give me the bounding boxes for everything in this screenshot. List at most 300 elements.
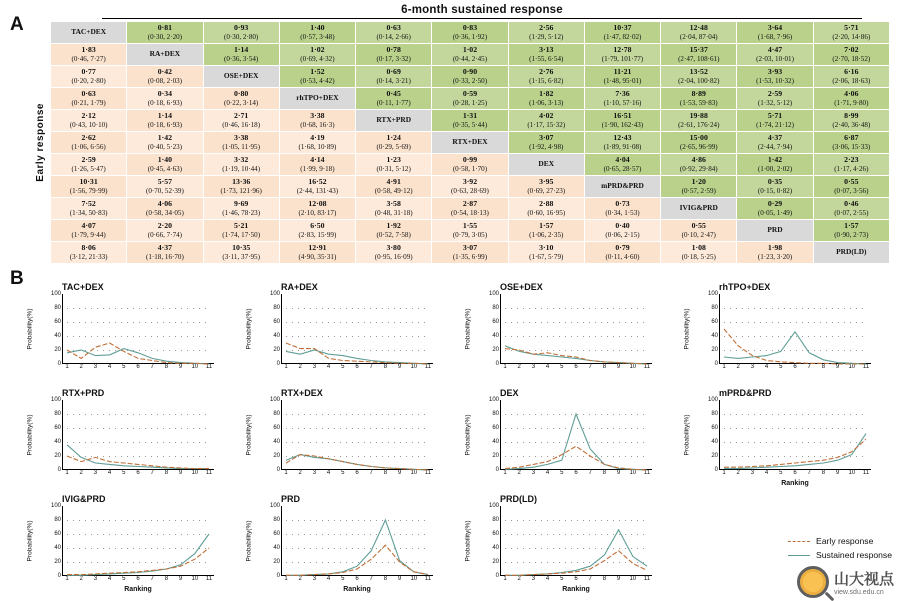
x-axis-label: Ranking — [781, 480, 809, 487]
league-cell: 1·42 (0·40, 5·23) — [127, 132, 203, 154]
y-tick: 0 — [276, 573, 280, 579]
league-cell: 2·56 (1·29, 5·12) — [508, 22, 584, 44]
rankogram-rtx-dex — [245, 388, 456, 492]
y-tick: 80 — [54, 305, 61, 311]
x-tick: 3 — [750, 364, 755, 370]
x-tick: 3 — [93, 576, 98, 582]
y-tick: 20 — [492, 559, 499, 565]
series-lines — [63, 506, 215, 576]
league-cell: 0·90 (0·33, 2·50) — [432, 66, 508, 88]
y-tick: 80 — [492, 305, 499, 311]
league-cell: 10·37 (1·47, 82·02) — [584, 22, 660, 44]
chart-title: RA+DEX — [281, 282, 318, 292]
table-row — [51, 198, 890, 220]
league-cell: 0·69 (0·14, 3·21) — [356, 66, 432, 88]
x-tick: 10 — [848, 470, 856, 476]
league-cell: 1·14 (0·18, 6·93) — [127, 110, 203, 132]
x-tick: 5 — [560, 470, 564, 476]
league-diagonal-5: RTX+PRD — [356, 110, 432, 132]
league-cell: 1·31 (0·35, 5·44) — [432, 110, 508, 132]
y-tick: 40 — [492, 545, 499, 551]
x-tick: 8 — [821, 364, 826, 370]
x-tick: 8 — [383, 576, 388, 582]
x-tick: 11 — [643, 470, 651, 476]
x-tick: 5 — [341, 364, 345, 370]
x-tick: 2 — [517, 364, 521, 370]
league-cell: 4·37 (1·18, 16·70) — [127, 242, 203, 264]
x-tick: 9 — [835, 364, 840, 370]
y-tick: 100 — [269, 503, 280, 509]
x-tick: 6 — [136, 470, 140, 476]
league-cell: 2·62 (1·06, 6·56) — [51, 132, 127, 154]
x-tick: 8 — [821, 470, 826, 476]
league-cell: 2·76 (1·15, 6·82) — [508, 66, 584, 88]
x-tick: 7 — [588, 576, 592, 582]
x-tick: 2 — [298, 364, 302, 370]
league-cell: 13·36 (1·73, 121·96) — [203, 176, 279, 198]
y-tick: 80 — [273, 517, 280, 523]
league-cell: 8·89 (1·53, 59·83) — [661, 88, 737, 110]
league-cell: 3·64 (1·68, 7·96) — [737, 22, 813, 44]
league-diagonal-3: OSE+DEX — [203, 66, 279, 88]
y-tick: 20 — [273, 453, 280, 459]
league-cell: 2·71 (0·46, 16·18) — [203, 110, 279, 132]
league-cell: 0·63 (0·14, 2·66) — [356, 22, 432, 44]
series-lines — [282, 400, 434, 470]
y-tick: 80 — [273, 305, 280, 311]
panel-b-rankograms — [26, 282, 900, 598]
x-tick: 7 — [588, 364, 592, 370]
x-tick: 10 — [191, 364, 199, 370]
x-tick: 10 — [191, 576, 199, 582]
y-tick: 80 — [711, 411, 718, 417]
league-cell: 1·08 (0·18, 5·25) — [661, 242, 737, 264]
y-tick: 0 — [495, 573, 499, 579]
rankogram-dex — [464, 388, 675, 492]
y-axis-label: Probability(%) — [26, 520, 34, 562]
league-cell: 7·02 (2·70, 18·52) — [813, 44, 889, 66]
x-tick: 3 — [531, 576, 536, 582]
x-tick: 3 — [531, 364, 536, 370]
x-tick: 5 — [779, 364, 783, 370]
x-tick: 5 — [341, 470, 345, 476]
league-cell: 2·59 (1·32, 5·12) — [737, 88, 813, 110]
league-cell: 4·86 (0·92, 29·84) — [661, 154, 737, 176]
league-cell: 4·47 (2·03, 10·01) — [737, 44, 813, 66]
y-tick: 100 — [269, 291, 280, 297]
league-cell: 1·98 (1·23, 3·20) — [737, 242, 813, 264]
league-cell: 4·19 (1·68, 10·89) — [279, 132, 355, 154]
y-tick: 0 — [714, 361, 718, 367]
y-tick: 80 — [54, 411, 61, 417]
y-tick: 100 — [50, 397, 61, 403]
x-tick: 11 — [862, 364, 870, 370]
x-tick: 10 — [629, 576, 637, 582]
x-tick: 4 — [545, 364, 550, 370]
x-tick: 4 — [326, 470, 331, 476]
league-cell: 0·99 (0·58, 1·70) — [432, 154, 508, 176]
rankogram-ra-dex — [245, 282, 456, 386]
x-tick: 1 — [65, 576, 69, 582]
y-tick: 20 — [492, 347, 499, 353]
y-tick: 60 — [54, 319, 61, 325]
league-cell: 12·78 (1·79, 101·77) — [584, 44, 660, 66]
league-cell: 3·92 (0·63, 28·69) — [432, 176, 508, 198]
y-tick: 20 — [54, 347, 61, 353]
y-tick: 40 — [273, 545, 280, 551]
x-tick: 11 — [205, 576, 213, 582]
league-cell: 8·06 (3·12, 21·33) — [51, 242, 127, 264]
league-cell: 11·21 (1·48, 95·01) — [584, 66, 660, 88]
league-diagonal-10: PRD — [737, 220, 813, 242]
x-tick: 7 — [369, 470, 373, 476]
league-cell: 1·57 (1·06, 2·35) — [508, 220, 584, 242]
y-axis-label: Probability(%) — [245, 308, 253, 350]
y-axis-label: Probability(%) — [464, 414, 472, 456]
x-tick: 6 — [574, 576, 578, 582]
league-cell: 10·31 (1·56, 79·99) — [51, 176, 127, 198]
x-tick: 10 — [191, 470, 199, 476]
y-tick: 80 — [711, 305, 718, 311]
series-lines — [282, 294, 434, 364]
x-tick: 3 — [93, 364, 98, 370]
table-row — [51, 154, 890, 176]
y-tick: 60 — [711, 319, 718, 325]
x-tick: 7 — [369, 364, 373, 370]
y-tick: 100 — [488, 291, 499, 297]
league-cell: 1·14 (0·36, 3·54) — [203, 44, 279, 66]
y-axis-label: Probability(%) — [683, 308, 691, 350]
y-tick: 40 — [273, 333, 280, 339]
x-tick: 6 — [136, 576, 140, 582]
x-tick: 11 — [424, 576, 432, 582]
league-cell: 15·00 (2·65, 96·99) — [661, 132, 737, 154]
league-cell: 0·73 (0·34, 1·53) — [584, 198, 660, 220]
y-axis-label: Probability(%) — [464, 520, 472, 562]
legend-label: Sustained response — [816, 550, 892, 560]
y-tick: 40 — [711, 439, 718, 445]
x-tick: 5 — [560, 576, 564, 582]
x-tick: 4 — [107, 576, 112, 582]
x-tick: 1 — [722, 364, 726, 370]
league-diagonal-9: IVIG&PRD — [661, 198, 737, 220]
y-tick: 60 — [492, 531, 499, 537]
league-cell: 1·52 (0·53, 4·42) — [279, 66, 355, 88]
y-tick: 40 — [711, 333, 718, 339]
league-cell: 12·08 (2·10, 83·17) — [279, 198, 355, 220]
y-tick: 80 — [54, 517, 61, 523]
x-tick: 1 — [284, 364, 288, 370]
x-tick: 8 — [602, 364, 607, 370]
y-axis-label: Probability(%) — [245, 520, 253, 562]
league-cell: 0·80 (0·22, 3·14) — [203, 88, 279, 110]
x-tick: 9 — [397, 470, 402, 476]
y-tick: 40 — [54, 545, 61, 551]
x-tick: 2 — [79, 470, 83, 476]
x-tick: 9 — [616, 364, 621, 370]
league-cell: 0·63 (0·21, 1·79) — [51, 88, 127, 110]
chart-title: RTX+PRD — [62, 388, 105, 398]
x-tick: 11 — [862, 470, 870, 476]
x-tick: 3 — [750, 470, 755, 476]
league-cell: 7·52 (1·34, 50·83) — [51, 198, 127, 220]
y-tick: 80 — [492, 411, 499, 417]
chart-title: RTX+DEX — [281, 388, 323, 398]
league-cell: 16·51 (1·90, 162·43) — [584, 110, 660, 132]
x-tick: 4 — [764, 364, 769, 370]
league-cell: 8·99 (2·40, 36·48) — [813, 110, 889, 132]
y-tick: 100 — [50, 291, 61, 297]
league-cell: 0·45 (0·11, 1·77) — [356, 88, 432, 110]
league-cell: 1·24 (0·29, 5·69) — [356, 132, 432, 154]
x-tick: 1 — [65, 470, 69, 476]
league-diagonal-4: rhTPO+DEX — [279, 88, 355, 110]
league-cell: 1·40 (0·45, 4·63) — [127, 154, 203, 176]
y-tick: 80 — [492, 517, 499, 523]
league-cell: 4·37 (2·44, 7·94) — [737, 132, 813, 154]
league-cell: 6·50 (2·83, 15·99) — [279, 220, 355, 242]
x-tick: 7 — [150, 576, 154, 582]
legend-item — [788, 550, 892, 560]
series-lines — [501, 400, 653, 470]
x-tick: 1 — [284, 576, 288, 582]
x-tick: 9 — [616, 576, 621, 582]
league-cell: 10·35 (3·11, 37·95) — [203, 242, 279, 264]
league-cell: 0·93 (0·30, 2·80) — [203, 22, 279, 44]
series-lines — [63, 294, 215, 364]
x-tick: 11 — [643, 364, 651, 370]
y-tick: 60 — [54, 425, 61, 431]
league-cell: 19·88 (2·61, 176·24) — [661, 110, 737, 132]
league-cell: 0·46 (0·07, 2·55) — [813, 198, 889, 220]
x-tick: 7 — [807, 364, 811, 370]
x-tick: 8 — [164, 364, 169, 370]
x-tick: 7 — [588, 470, 592, 476]
x-tick: 2 — [736, 364, 740, 370]
x-tick: 9 — [835, 470, 840, 476]
y-tick: 60 — [273, 425, 280, 431]
x-tick: 11 — [205, 470, 213, 476]
league-cell: 4·04 (0·65, 28·57) — [584, 154, 660, 176]
y-tick: 60 — [273, 319, 280, 325]
x-axis-label: Ranking — [124, 586, 152, 593]
rankogram-rhtpo-dex — [683, 282, 894, 386]
table-row — [51, 22, 890, 44]
rankogram-tac-dex — [26, 282, 237, 386]
x-tick: 5 — [122, 470, 126, 476]
y-axis-label: Probability(%) — [26, 308, 34, 350]
x-tick: 2 — [517, 576, 521, 582]
x-tick: 1 — [503, 470, 507, 476]
x-tick: 3 — [312, 576, 317, 582]
league-cell: 0·55 (0·07, 3·56) — [813, 176, 889, 198]
league-cell: 4·06 (0·58, 34·05) — [127, 198, 203, 220]
x-tick: 9 — [616, 470, 621, 476]
x-tick: 6 — [574, 364, 578, 370]
league-cell: 0·29 (0·05, 1·49) — [737, 198, 813, 220]
y-tick: 20 — [273, 559, 280, 565]
league-cell: 0·81 (0·30, 2·20) — [127, 22, 203, 44]
plot-area — [50, 503, 214, 582]
series-lines — [282, 506, 434, 576]
x-tick: 4 — [764, 470, 769, 476]
x-tick: 5 — [560, 364, 564, 370]
plot-area — [269, 503, 433, 582]
x-tick: 2 — [298, 576, 302, 582]
league-cell: 2·59 (1·26, 5·47) — [51, 154, 127, 176]
league-diagonal-7: DEX — [508, 154, 584, 176]
x-tick: 7 — [369, 576, 373, 582]
y-tick: 0 — [276, 467, 280, 473]
x-axis-label: Ranking — [562, 586, 590, 593]
league-cell: 3·07 (1·92, 4·98) — [508, 132, 584, 154]
y-tick: 40 — [492, 439, 499, 445]
panel-b-letter: B — [10, 268, 24, 289]
x-tick: 3 — [531, 470, 536, 476]
x-tick: 4 — [107, 364, 112, 370]
x-tick: 2 — [517, 470, 521, 476]
table-row — [51, 176, 890, 198]
x-tick: 2 — [736, 470, 740, 476]
league-cell: 1·42 (1·00, 2·02) — [737, 154, 813, 176]
league-cell: 0·83 (0·36, 1·92) — [432, 22, 508, 44]
league-cell: 0·42 (0·08, 2·03) — [127, 66, 203, 88]
y-tick: 20 — [273, 347, 280, 353]
x-tick: 8 — [164, 470, 169, 476]
x-tick: 4 — [545, 470, 550, 476]
x-tick: 1 — [503, 364, 507, 370]
x-tick: 4 — [326, 364, 331, 370]
x-tick: 6 — [793, 364, 797, 370]
x-tick: 6 — [793, 470, 797, 476]
y-tick: 60 — [492, 425, 499, 431]
x-tick: 7 — [807, 470, 811, 476]
series-lines — [63, 400, 215, 470]
league-cell: 6·87 (3·06, 15·33) — [813, 132, 889, 154]
table-row — [51, 44, 890, 66]
league-cell: 3·10 (1·67, 5·79) — [508, 242, 584, 264]
x-tick: 4 — [107, 470, 112, 476]
x-tick: 3 — [312, 364, 317, 370]
y-tick: 60 — [711, 425, 718, 431]
league-cell: 1·23 (0·31, 5·12) — [356, 154, 432, 176]
x-tick: 6 — [355, 576, 359, 582]
x-tick: 11 — [643, 576, 651, 582]
x-tick: 4 — [545, 576, 550, 582]
y-tick: 40 — [273, 439, 280, 445]
league-cell: 4·06 (1·71, 9·80) — [813, 88, 889, 110]
chart-title: mPRD&PRD — [719, 388, 772, 398]
y-tick: 100 — [488, 397, 499, 403]
league-cell: 5·57 (0·70, 52·39) — [127, 176, 203, 198]
x-tick: 1 — [284, 470, 288, 476]
y-tick: 40 — [492, 333, 499, 339]
league-cell: 4·91 (0·58, 49·12) — [356, 176, 432, 198]
x-tick: 6 — [355, 364, 359, 370]
league-cell: 0·59 (0·28, 1·25) — [432, 88, 508, 110]
rankogram-prd-ld- — [464, 494, 675, 598]
plot-area — [488, 503, 652, 582]
league-cell: 3·95 (0·69, 27·23) — [508, 176, 584, 198]
league-cell: 5·71 (2·20, 14·86) — [813, 22, 889, 44]
y-tick: 40 — [54, 439, 61, 445]
league-cell: 1·57 (0·90, 2·73) — [813, 220, 889, 242]
league-cell: 1·02 (0·44, 2·45) — [432, 44, 508, 66]
league-cell: 2·12 (0·43, 10·10) — [51, 110, 127, 132]
x-tick: 11 — [205, 364, 213, 370]
y-tick: 40 — [54, 333, 61, 339]
y-tick: 0 — [276, 361, 280, 367]
x-tick: 10 — [410, 470, 418, 476]
league-cell: 2·88 (0·60, 16·95) — [508, 198, 584, 220]
y-tick: 0 — [57, 573, 61, 579]
x-tick: 5 — [122, 576, 126, 582]
y-tick: 20 — [711, 453, 718, 459]
x-tick: 5 — [341, 576, 345, 582]
league-cell: 13·52 (2·04, 100·82) — [661, 66, 737, 88]
league-cell: 1·82 (1·06, 3·13) — [508, 88, 584, 110]
x-tick: 1 — [722, 470, 726, 476]
panel-a-letter: A — [10, 14, 24, 35]
league-cell: 3·32 (1·19, 10·44) — [203, 154, 279, 176]
league-cell: 1·83 (0·46, 7·27) — [51, 44, 127, 66]
rankogram-rtx-prd — [26, 388, 237, 492]
y-tick: 20 — [492, 453, 499, 459]
legend-swatch — [788, 541, 810, 542]
x-tick: 9 — [178, 576, 183, 582]
league-cell: 1·55 (0·79, 3·05) — [432, 220, 508, 242]
league-cell: 9·69 (1·46, 78·23) — [203, 198, 279, 220]
league-cell: 0·79 (0·11, 4·60) — [584, 242, 660, 264]
x-tick: 8 — [383, 364, 388, 370]
y-tick: 20 — [711, 347, 718, 353]
x-tick: 3 — [93, 470, 98, 476]
series-lines — [720, 400, 872, 470]
y-tick: 100 — [488, 503, 499, 509]
league-cell: 0·77 (0·20, 2·80) — [51, 66, 127, 88]
table-row — [51, 110, 890, 132]
league-diagonal-6: RTX+DEX — [432, 132, 508, 154]
league-cell: 5·21 (1·74, 17·50) — [203, 220, 279, 242]
chart-title: rhTPO+DEX — [719, 282, 771, 292]
x-tick: 6 — [136, 364, 140, 370]
x-axis-label: Ranking — [343, 586, 371, 593]
y-tick: 0 — [714, 467, 718, 473]
y-tick: 100 — [707, 397, 718, 403]
league-cell: 16·52 (2·44, 131·43) — [279, 176, 355, 198]
league-cell: 3·93 (1·53, 10·32) — [737, 66, 813, 88]
x-tick: 10 — [410, 576, 418, 582]
league-cell: 7·36 (1·10, 57·16) — [584, 88, 660, 110]
league-cell: 3·38 (0·68, 16·3) — [279, 110, 355, 132]
x-tick: 10 — [629, 470, 637, 476]
league-table-title: 6-month sustained response — [102, 4, 862, 19]
x-tick: 10 — [848, 364, 856, 370]
x-tick: 2 — [79, 576, 83, 582]
watermark-text: 山大视点 — [833, 571, 894, 588]
league-cell: 15·37 (2·47, 108·61) — [661, 44, 737, 66]
league-cell: 12·48 (2·04, 87·04) — [661, 22, 737, 44]
legend — [788, 536, 892, 564]
league-cell: 3·07 (1·35, 6·99) — [432, 242, 508, 264]
plot-area — [269, 291, 433, 370]
chart-title: DEX — [500, 388, 519, 398]
y-tick: 100 — [50, 503, 61, 509]
x-tick: 9 — [178, 364, 183, 370]
y-axis-label: Probability(%) — [26, 414, 34, 456]
y-tick: 0 — [57, 467, 61, 473]
league-cell: 4·14 (1·99, 9·18) — [279, 154, 355, 176]
